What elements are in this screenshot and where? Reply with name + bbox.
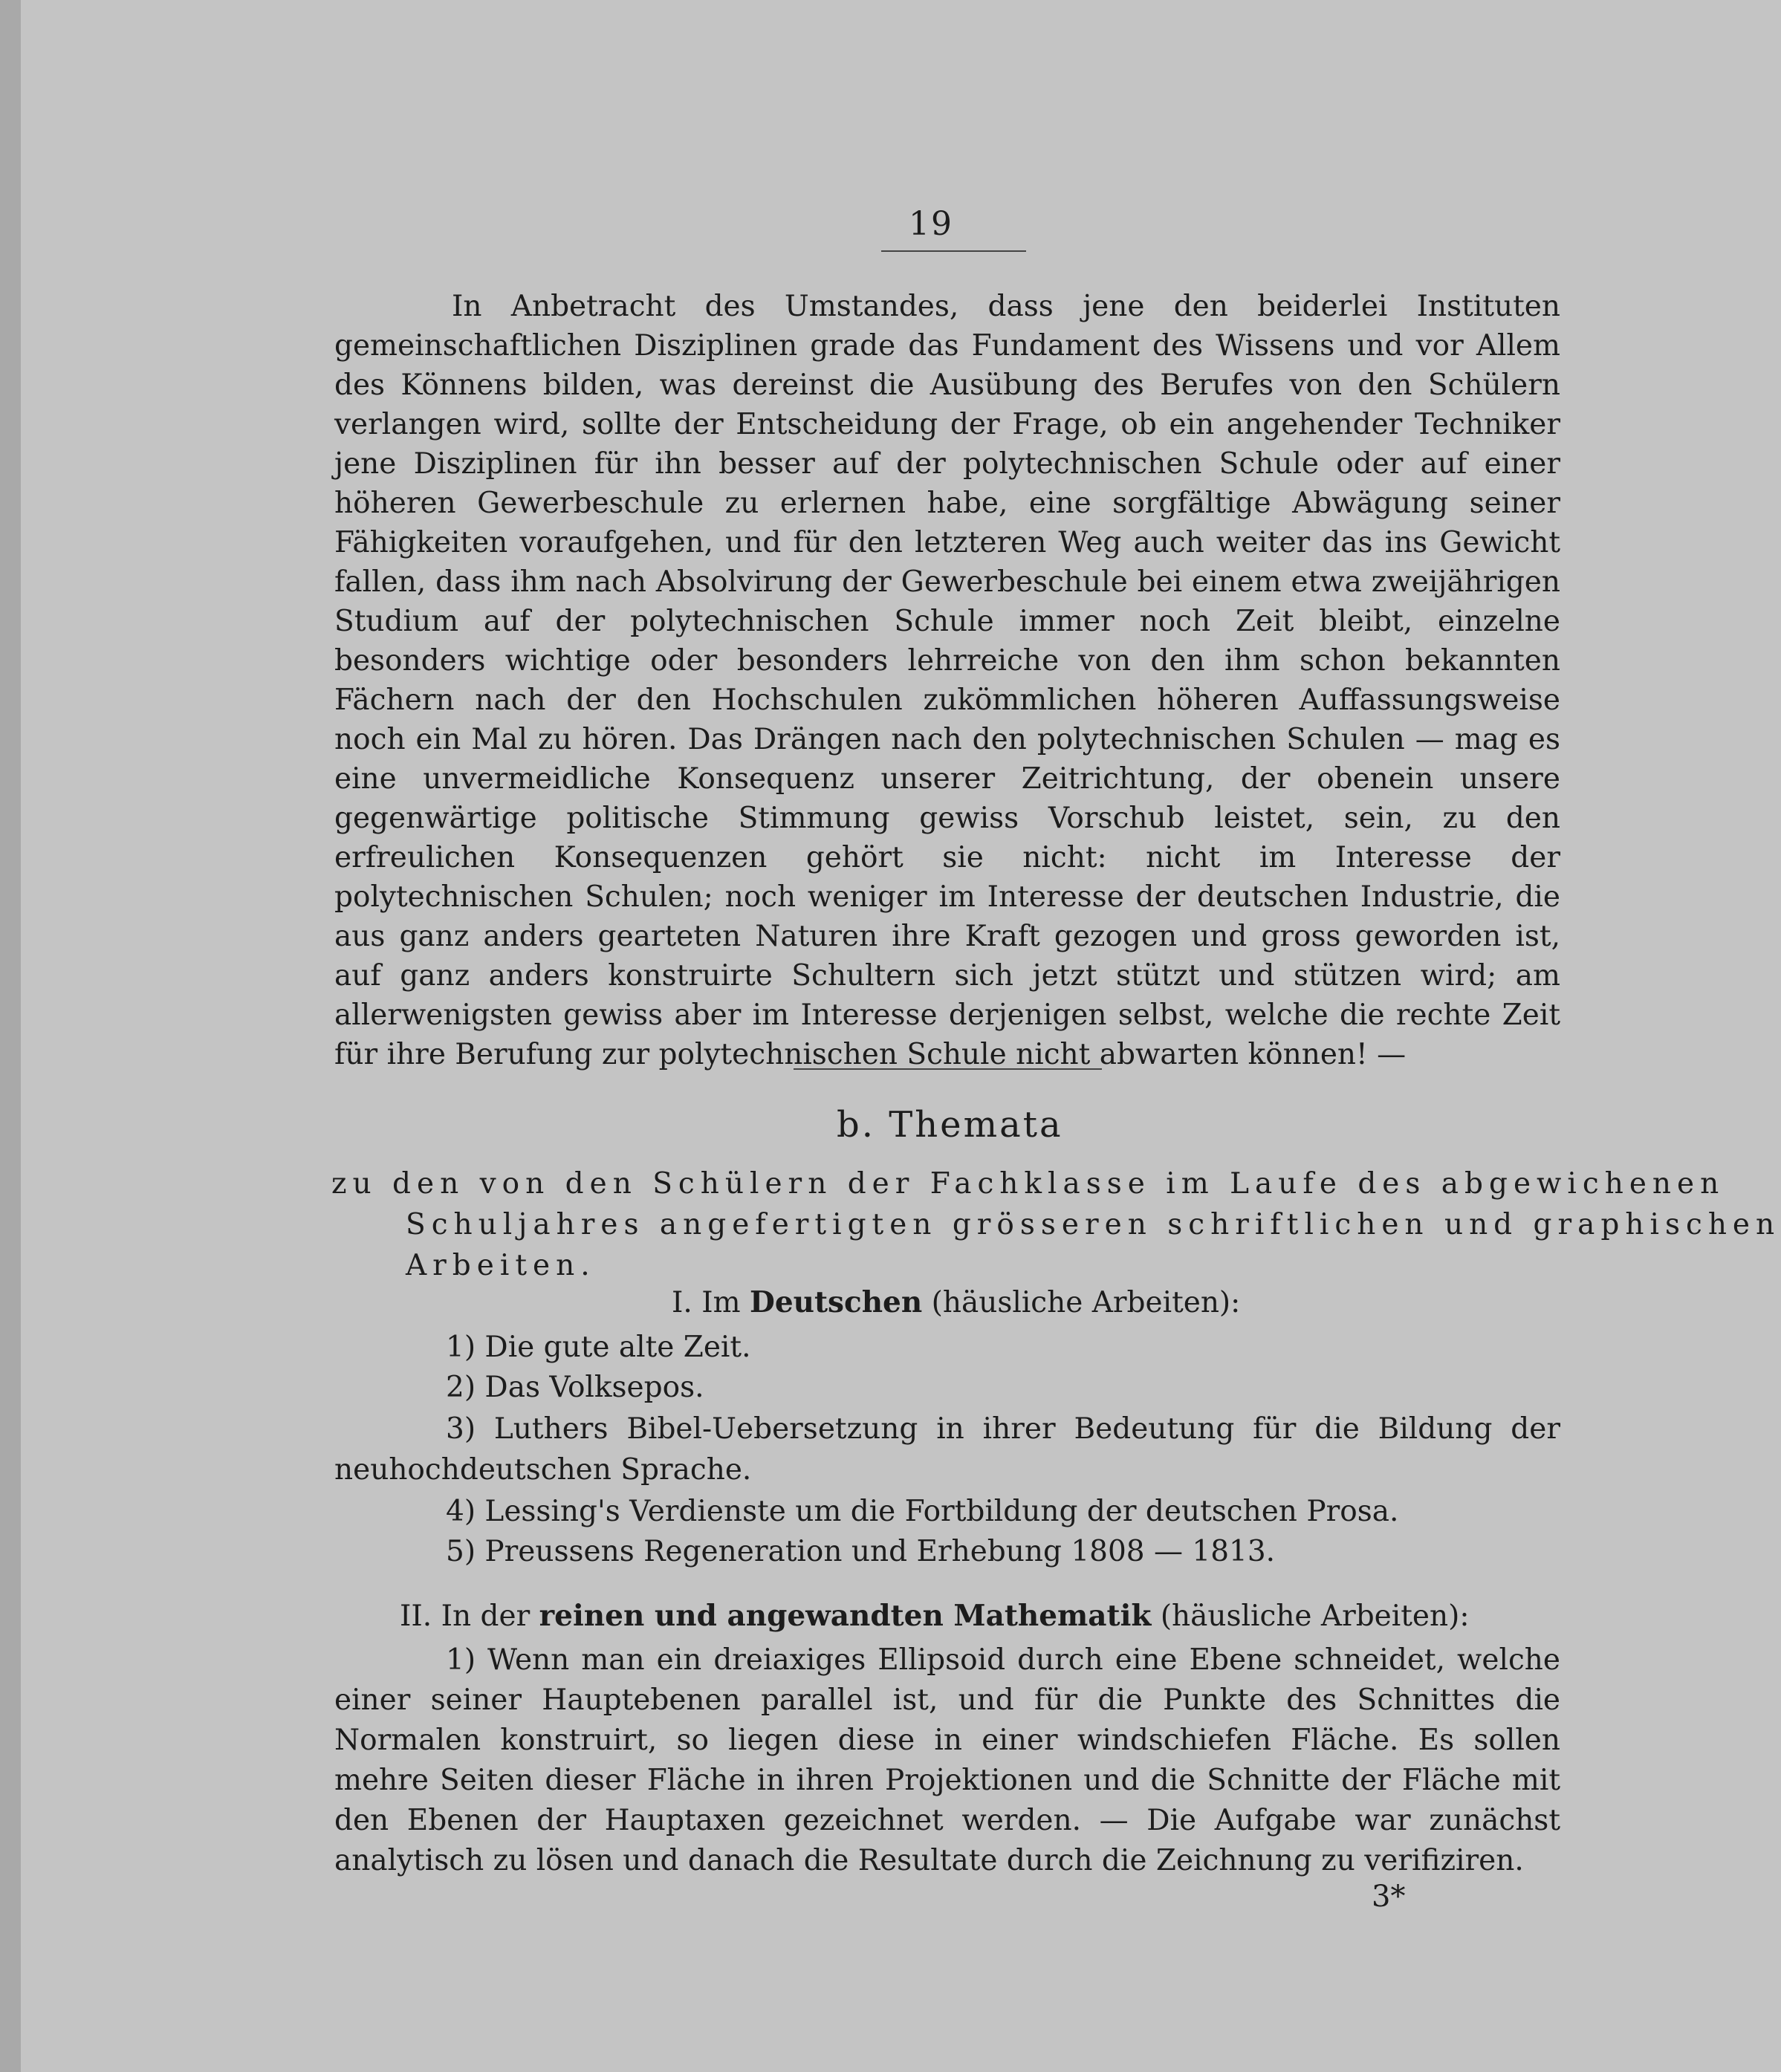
mathematik-item-1: 1) Wenn man ein dreiaxiges Ellipsoid durch eine Ebene schneidet, welche einer seiner Hauptebenen parallel ist, und für die Punkte des Schnittes die Normalen konstruirt, so liegen diese in einer windschiefen Fläche. Es sollen mehre Seiten dieser Fläche in ihren Projektionen und die Schnitte der Fläche mit den Ebenen der Hauptaxen gezeichnet werden. — Die Aufgabe war zunächst analytisch zu lösen und danach die Resultate durch die Zeichnung zu verifiziren. xyxy=(334,1643,1560,1877)
section-subtitle xyxy=(331,1163,1781,1286)
deutsch-item-1: 1) Die gute alte Zeit. xyxy=(446,1331,751,1364)
header-rule xyxy=(881,250,1026,252)
deutsch-item-4: 4) Lessing's Verdienste um die Fortbildung der deutschen Prosa. xyxy=(446,1495,1399,1528)
heading-math-prefix: II. In der xyxy=(400,1600,531,1633)
subtitle-line-3: Arbeiten. xyxy=(406,1249,596,1282)
section-divider xyxy=(794,1068,1102,1070)
subtitle-line-1: zu den von den Schülern der Fachklasse im Laufe des abgewichenen xyxy=(331,1167,1725,1201)
heading-deutsch-prefix: I. Im xyxy=(672,1286,741,1319)
subtitle-line-2: Schuljahres angefertigten grösseren schriftlichen und graphischen xyxy=(406,1208,1781,1241)
deutsch-item-3: 3) Luthers Bibel-Uebersetzung in ihrer Bedeutung für die Bildung der neuhochdeutschen Sprache. xyxy=(334,1412,1560,1487)
heading-deutsch-suffix: (häusliche Arbeiten): xyxy=(931,1286,1241,1319)
deutsch-item-2: 2) Das Volksepos. xyxy=(446,1371,704,1404)
heading-deutsch-subject: Deutschen xyxy=(750,1285,923,1319)
heading-deutsch xyxy=(672,1285,1240,1319)
heading-math-subject: reinen und angewandten Mathematik xyxy=(539,1599,1152,1633)
signature-mark: 3* xyxy=(1372,1880,1406,1914)
page-number: 19 xyxy=(909,205,953,243)
heading-math-suffix: (häusliche Arbeiten): xyxy=(1160,1600,1470,1633)
intro-paragraph: In Anbetracht des Umstandes, dass jene den beiderlei Instituten gemeinschaftlichen Disziplinen grade das Fundament des Wissens und vor Allem des Könnens bilden, was dereinst die Ausübung des Berufes von den Schülern verlangen wird, sollte der Entscheidung der Frage, ob ein angehender Techniker jene Disziplinen für ihn besser auf der polytechnischen Schule oder auf einer höheren Gewerbeschule zu erlernen habe, eine sorgfältige Abwägung seiner Fähigkeiten voraufgehen, und für den letzteren Weg auch weiter das ins Gewicht fallen, dass ihm nach Absolvirung der Gewerbeschule bei einem etwa zweijährigen Studium auf der polytechnischen Schule immer noch Zeit bleibt, einzelne besonders wichtige oder besonders lehrreiche von den ihm schon bekannten Fächern nach der den Hochschulen zukömmlichen höheren Auffassungsweise noch ein Mal zu hören. Das Drängen nach den polytechnischen Schulen — mag es eine unvermeidliche Konsequenz unserer Zeitrichtung, der obenein unsere gegenwärtige politische Stimmung gewiss Vorschub leistet, sein, zu den erfreulichen Konsequenzen gehört sie nicht: nicht im Interesse der polytechnischen Schulen; noch weniger im Interesse der deutschen Industrie, die aus ganz anders gearteten Naturen ihre Kraft gezogen und gross geworden ist, auf ganz anders konstruirte Schultern sich jetzt stützt und stützen wird; am allerwenigsten gewiss aber im Interesse derjenigen selbst, welche die rechte Zeit für ihre Berufung zur polytechnischen Schule nicht abwarten können! — xyxy=(334,290,1560,1071)
deutsch-item-5: 5) Preussens Regeneration und Erhebung 1808 — 1813. xyxy=(446,1535,1276,1568)
section-title: b. Themata xyxy=(837,1104,1063,1146)
heading-mathematik xyxy=(400,1599,1469,1633)
